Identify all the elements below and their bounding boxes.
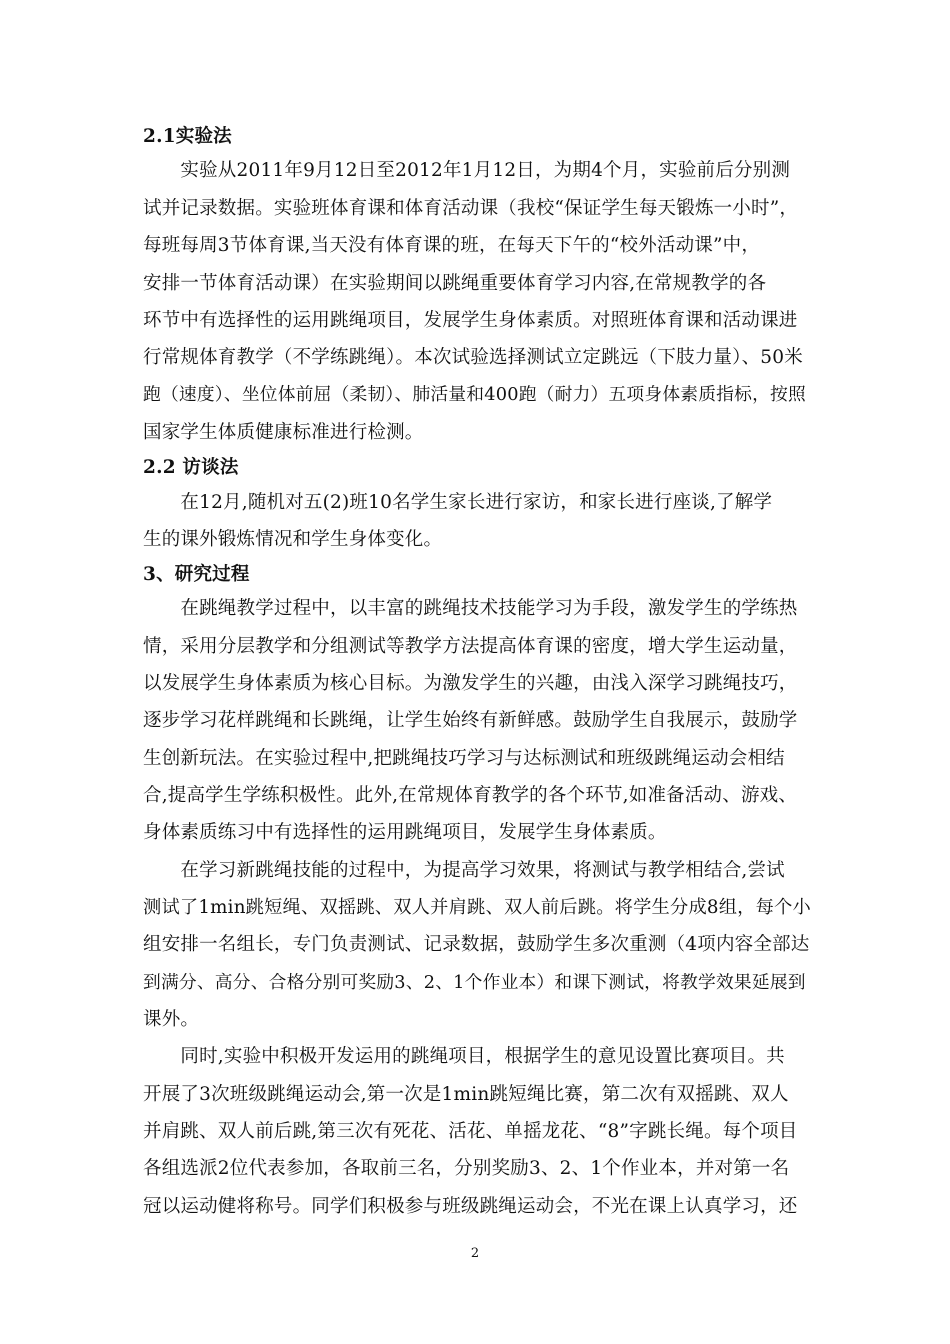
text-line: 冠以运动健将称号。同学们积极参与班级跳绳运动会，不光在课上认真学习，还 <box>143 1196 798 1217</box>
section-heading-2-2: 2.2 访谈法 <box>143 457 239 478</box>
section-heading-3: 3、研究过程 <box>143 564 250 585</box>
text-line: 在学习新跳绳技能的过程中，为提高学习效果，将测试与教学相结合,尝试 <box>143 860 785 881</box>
text-line: 跑（速度）、坐位体前屈（柔韧）、肺活量和400跑（耐力）五项身体素质指标，按照 <box>143 385 806 405</box>
text-line: 同时,实验中积极开发运用的跳绳项目，根据学生的意见设置比赛项目。共 <box>143 1046 785 1067</box>
text-line: 生创新玩法。在实验过程中,把跳绳技巧学习与达标测试和班级跳绳运动会相结 <box>143 748 785 769</box>
text-line: 环节中有选择性的运用跳绳项目，发展学生身体素质。对照班体育课和活动课进 <box>143 310 798 331</box>
text-line: 实验从2011年9月12日至2012年1月12日，为期4个月，实验前后分别测 <box>143 160 791 181</box>
text-line: 组安排一名组长，专门负责测试、记录数据，鼓励学生多次重测（4项内容全部达 <box>143 934 810 955</box>
text-line: 逐步学习花样跳绳和长跳绳，让学生始终有新鲜感。鼓励学生自我展示，鼓励学 <box>143 710 798 731</box>
text-line: 安排一节体育活动课）在实验期间以跳绳重要体育学习内容,在常规教学的各 <box>143 273 767 294</box>
text-line: 国家学生体质健康标准进行检测。 <box>143 422 424 443</box>
page-number: 2 <box>470 1246 480 1261</box>
text-line: 各组选派2位代表参加，各取前三名，分别奖励3、2、1个作业本，并对第一名 <box>143 1158 790 1179</box>
text-line: 在12月,随机对五(2)班10名学生家长进行家访，和家长进行座谈,了解学 <box>143 492 773 513</box>
text-line: 情，采用分层教学和分组测试等教学方法提高体育课的密度，增大学生运动量， <box>143 636 798 657</box>
text-line: 身体素质练习中有选择性的运用跳绳项目，发展学生身体素质。 <box>143 822 667 843</box>
text-line: 课外。 <box>143 1009 200 1030</box>
text-line: 行常规体育教学（不学练跳绳）。本次试验选择测试立定跳远（下肢力量）、50米 <box>143 347 803 368</box>
text-line: 每班每周3节体育课,当天没有体育课的班，在每天下午的“校外活动课”中， <box>143 235 761 256</box>
text-line: 到满分、高分、合格分别可奖励3、2、1个作业本）和课下测试，将教学效果延展到 <box>143 973 806 993</box>
text-line: 生的课外锻炼情况和学生身体变化。 <box>143 529 443 550</box>
text-line: 试并记录数据。实验班体育课和体育活动课（我校“保证学生每天锻炼一小时”， <box>143 198 799 219</box>
text-line: 测试了1min跳短绳、双摇跳、双人并肩跳、双人前后跳。将学生分成8组，每个小 <box>143 897 811 918</box>
text-line: 合,提高学生学练积极性。此外,在常规体育教学的各个环节,如准备活动、游戏、 <box>143 785 798 806</box>
text-line: 并肩跳、双人前后跳,第三次有死花、活花、单摇龙花、“8”字跳长绳。每个项目 <box>143 1121 798 1142</box>
text-line: 以发展学生身体素质为核心目标。为激发学生的兴趣，由浅入深学习跳绳技巧， <box>143 673 798 694</box>
text-line: 开展了3次班级跳绳运动会,第一次是1min跳短绳比赛，第二次有双摇跳、双人 <box>143 1084 789 1105</box>
section-heading-2-1: 2.1实验法 <box>143 126 232 147</box>
text-line: 在跳绳教学过程中，以丰富的跳绳技术技能学习为手段，激发学生的学练热 <box>143 598 798 619</box>
